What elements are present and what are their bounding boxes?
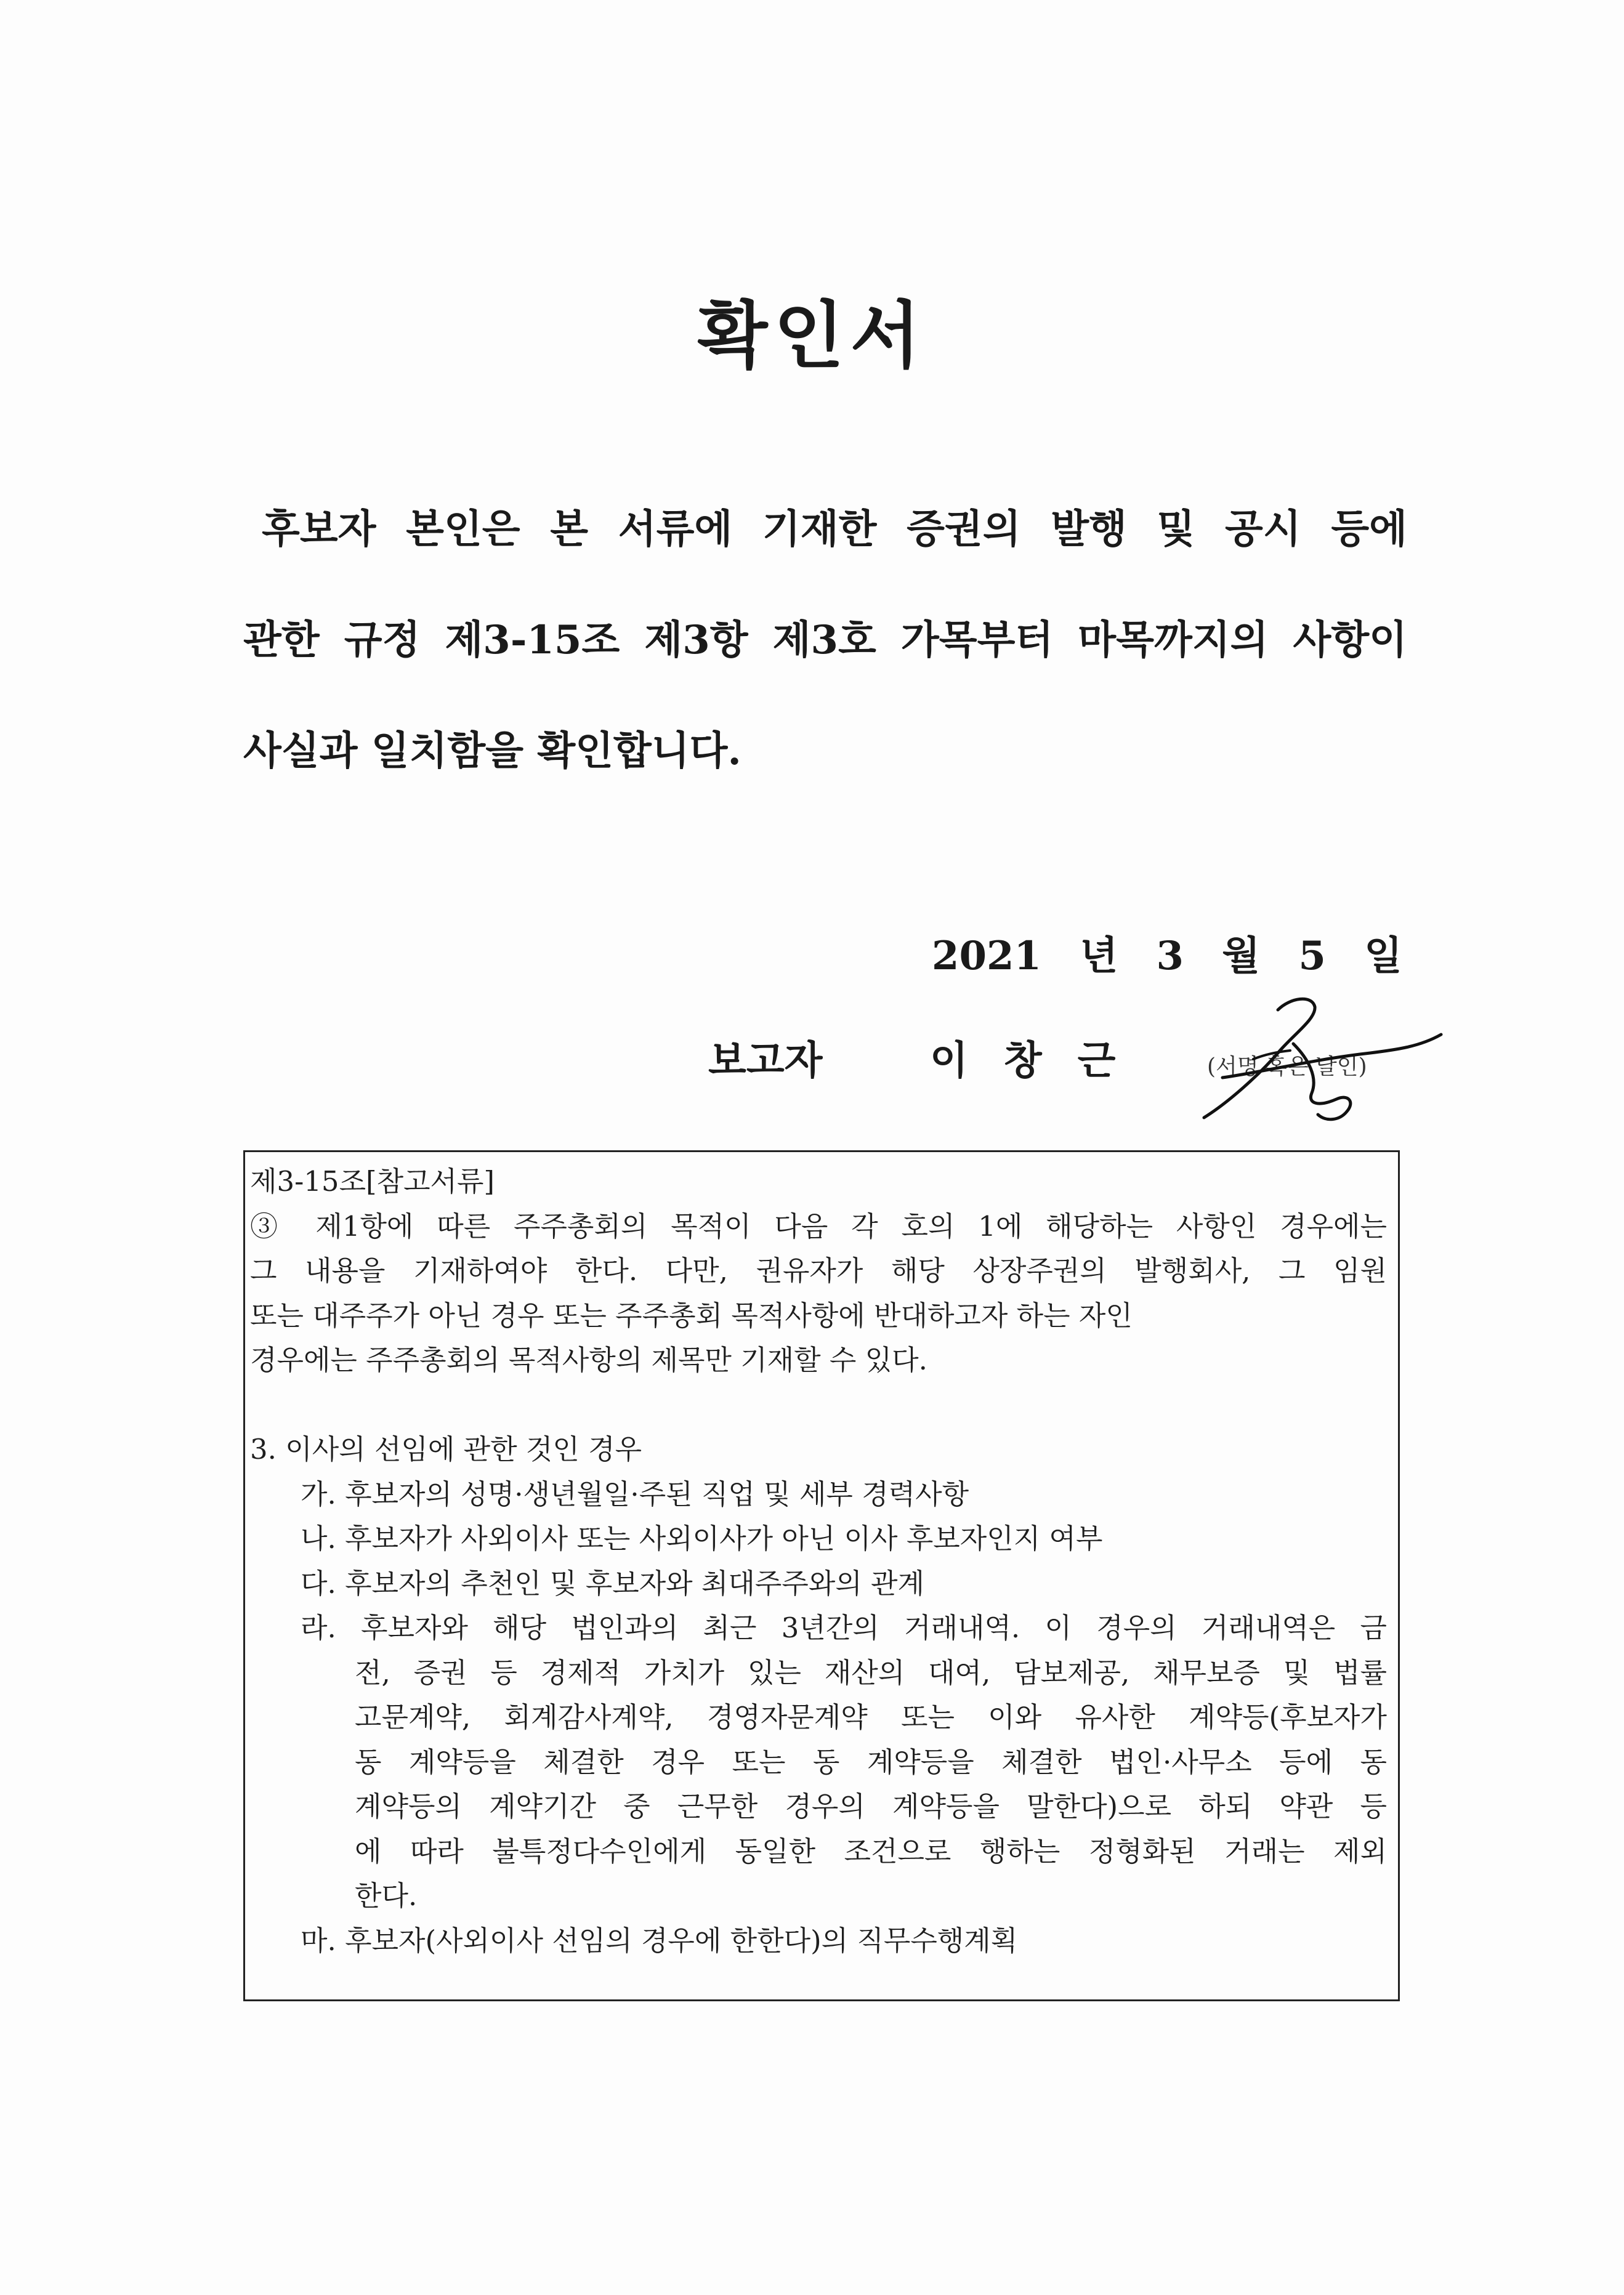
confirmation-statement [243,474,1407,807]
reference-item-da: 다. 후보자의 추천인 및 후보자와 최대주주와의 관계 [301,1567,925,1600]
reference-item-na: 나. 후보자가 사외이사 또는 사외이사가 아닌 이사 후보자인지 여부 [301,1522,1103,1555]
date-day: 5 [1298,933,1326,979]
statement-line-3: 사실과 일치함을 확인합니다. [243,728,741,774]
signature-seal-note: (서명 혹은 날인) [1207,1054,1367,1079]
reference-paragraph-line: 경우에는 주주총회의 목적사항의 제목만 기재할 수 있다. [250,1344,927,1376]
reference-item-ra-continued: 동 계약등을 체결한 경우 또는 동 계약등을 체결한 법인·사무소 등에 동 [355,1745,1387,1778]
reference-paragraph-line: 그 내용을 기재하여야 한다. 다만, 권유자가 해당 상장주권의 발행회사, 그 임원 [250,1254,1387,1287]
reference-item-ra-continued: 한다. [355,1879,418,1912]
reference-item-ra-continued: 전, 증권 등 경제적 가치가 있는 재산의 대여, 담보제공, 채무보증 및 법률 [355,1656,1387,1689]
date-month: 3 [1156,933,1184,979]
reference-paragraph-line: 또는 대주주가 아닌 경우 또는 주주총회 목적사항에 반대하고자 하는 자인 [250,1299,1133,1332]
reporter-name: 이창근 [930,1038,1152,1084]
reference-item-ra-continued: 에 따라 불특정다수인에게 동일한 조건으로 행하는 정형화된 거래는 제외 [355,1834,1387,1868]
reference-paragraph-line: ③ 제1항에 따른 주주총회의 목적이 다음 각 호의 1에 해당하는 사항인 경우에는 [250,1209,1387,1243]
reporter-label: 보고자 [708,1038,823,1084]
reference-item-ra: 라. 후보자와 해당 법인과의 최근 3년간의 거래내역. 이 경우의 거래내역은 금 [301,1611,1387,1644]
reference-spacer [250,1383,1387,1428]
reference-regulation-box [243,1150,1400,2001]
reference-item-ma: 마. 후보자(사외이사 선임의 경우에 한한다)의 직무수행계획 [301,1924,1018,1957]
date-year-unit: 년 [1080,933,1118,979]
reference-item-heading: 3. 이사의 선임에 관한 것인 경우 [250,1433,642,1466]
statement-line-2: 관한 규정 제3-15조 제3항 제3호 가목부터 마목까지의 사항이 [243,617,1407,663]
statement-line-1: 후보자 본인은 본 서류에 기재한 증권의 발행 및 공시 등에 [262,506,1407,552]
date-day-unit: 일 [1364,933,1402,979]
date-year: 2021 [931,933,1042,979]
reference-item-ra-continued: 계약등의 계약기간 중 근무한 경우의 계약등을 말한다)으로 하되 약관 등 [355,1790,1387,1823]
date-month-unit: 월 [1222,933,1261,979]
reference-item-ra-continued: 고문계약, 회계감사계약, 경영자문계약 또는 이와 유사한 계약등(후보자가 [355,1701,1387,1733]
reference-heading: 제3-15조[참고서류] [250,1165,495,1198]
document-title: 확인서 [697,292,927,378]
handwritten-signature [1186,985,1444,1133]
reference-item-ga: 가. 후보자의 성명·생년월일·주된 직업 및 세부 경력사항 [301,1477,969,1511]
document-date [907,929,1402,984]
